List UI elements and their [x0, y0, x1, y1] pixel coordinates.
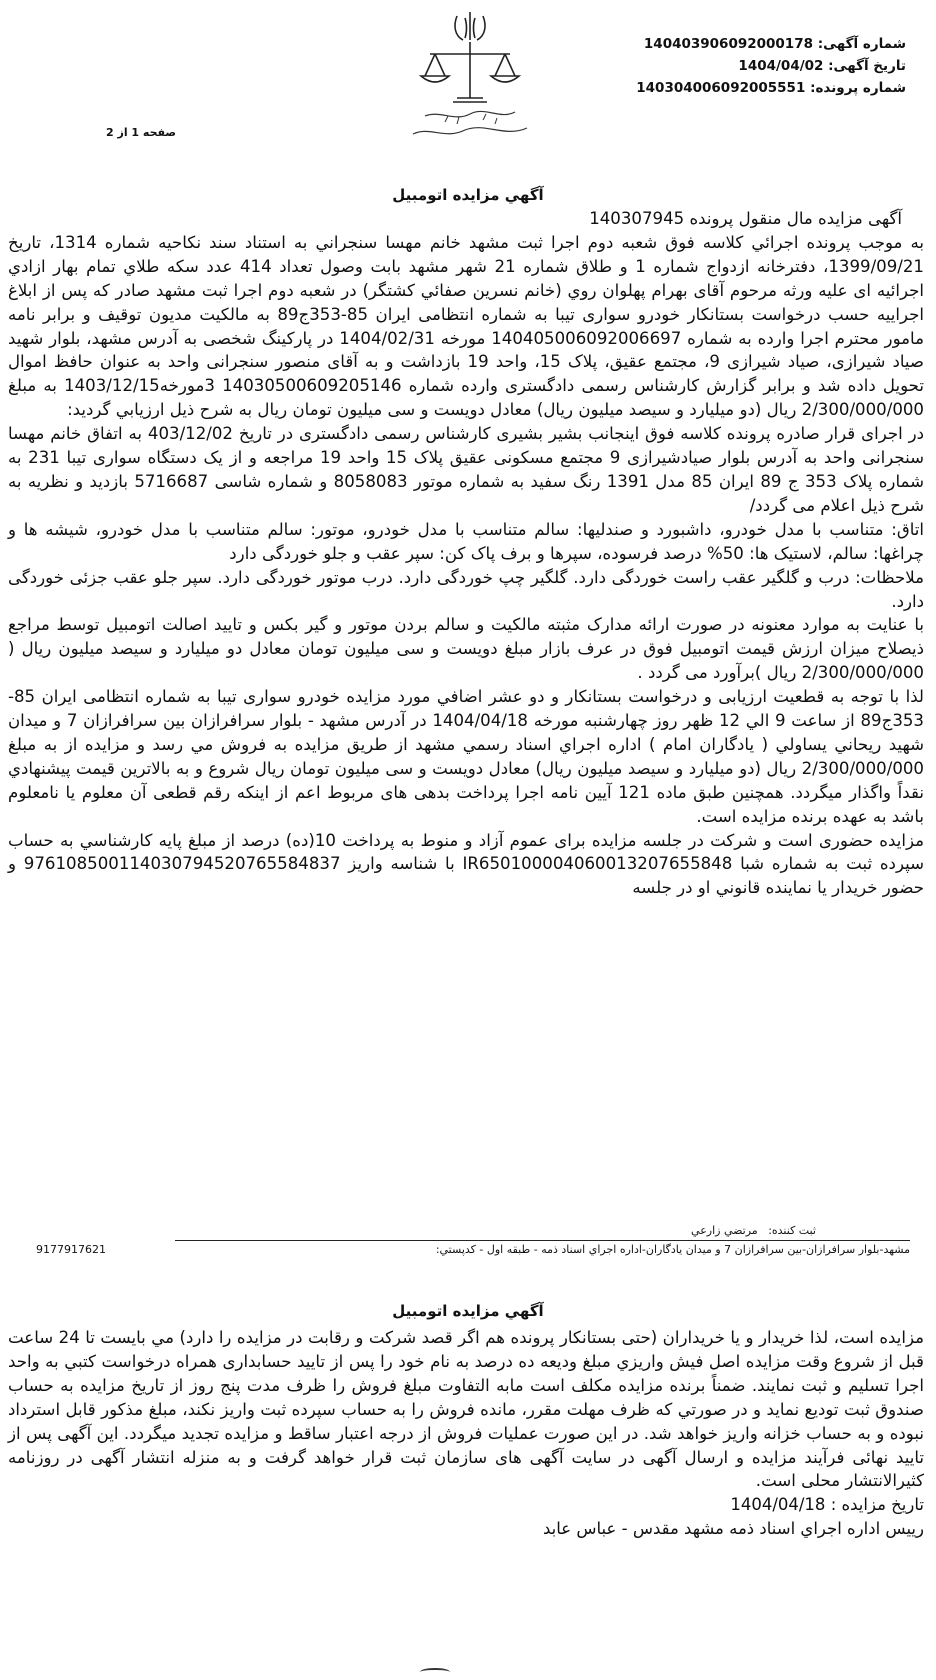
section1-paragraph-2: در اجرای قرار صادره پرونده کلاسه فوق اینجانب بشیر بشیری کارشناس رسمی دادگستری در تاریخ 403/12/02 به اتفاق خانم مهسا سنجرانی واحد به آدرس بلوار صیادشیرازی 9 مجتمع مسکونی عقیق پلاک 15 واحد 19 مراجعه و از یک دستگاه سواری تیبا 231 به شماره پلاک 353 ج 89 ایران 85 مدل 1391 رنگ سفید به شماره موتور 8058083 و شماره شاسی 5716687 بازدید و نظریه به شرح ذیل اعلام می گردد/ [8, 424, 925, 515]
auction-date-line [8, 1493, 924, 1517]
registrar-line [691, 1224, 816, 1237]
signature-line: رييس اداره اجراي اسناد ذمه مشهد مقدس - عباس عابد [543, 1519, 924, 1539]
section1-paragraph-5: با عنایت به موارد معنونه در صورت ارائه مدارک مثبته مالکیت و سالم بردن موتور و گیر بکس و تایید اصالت اتومبیل توسط مراجع ذیصلاح میزان ارزش قیمت اتومبیل فوق در عرف بازار مبلغ دویست و سی میلیون تومان معادل دو میلیارد و سیصد میلیون ریال ( 2/300/000/000 ریال )برآورد می گردد . [8, 615, 924, 683]
section1-paragraph-3: اتاق: متناسب با مدل خودرو، داشبورد و صندلیها: سالم متناسب با مدل خودرو، موتور: سالم متناسب با مدل خودرو، شیشه ها و چراغها: سالم، لاستیک ها: 50% درصد فرسوده، سپرها و برف پاک کن: سپر عقب و جلو خوردگی دارد [8, 519, 924, 563]
notice-number: 140403906092000178 [643, 36, 813, 52]
page-bottom-mark [420, 1668, 450, 1676]
footer-phone: 9177917621 [36, 1243, 106, 1256]
section2-paragraph: مزايده است، لذا خريدار و يا خريداران (حتی بستانكار پرونده هم اگر قصد شركت و رقابت در مزايده را دارد) مي بايست تا 24 ساعت قبل از شروع وقت مزايده اصل فيش واريزي مبلغ وديعه ده درصد به نام خود را پس از تاييد حسابداری همراه درخواست كتبي به واحد اجرا تسليم و ثبت نمايند. ضمناً برنده مزايده مكلف است مابه التفاوت مبلغ فروش را ظرف مدت پنج روز از تاريخ مزايده به حساب صندوق ثبت توديع نمايد و در صورتي كه ظرف مهلت مقرر، مانده فروش را به حساب سپرده ثبت واريز نكند، مبلغ مذكور قابل استرداد نبوده و به حساب خزانه واريز خواهد شد. در اين صورت عمليات فروش از درجه اعتبار ساقط و مزايده تجديد ميگردد. اين آگهی پس از تاييد نهائی فرآيند مزايده و ارسال آگهی در سايت آگهی های سازمان ثبت قرار خواهد گرفت و به منزله انتشار آگهی در روزنامه كثيرالانتشار محلی است. [8, 1328, 924, 1491]
section1-title: آگهي مزايده اتومبيل [392, 186, 544, 204]
registrar-label: ثبت کننده: [768, 1224, 816, 1237]
footer-address-line [30, 1243, 910, 1256]
case-number: 140304006092005551 [636, 80, 806, 96]
page-indicator: صفحه 1 از 2 [106, 126, 177, 139]
case-number-line [636, 80, 906, 96]
footer-divider [175, 1240, 910, 1241]
section2-title: آگهي مزايده اتومبيل [392, 1302, 544, 1320]
section1-paragraph-1: به موجب پرونده اجرائي كلاسه فوق شعبه دوم اجرا ثبت مشهد خانم مهسا سنجراني به استناد سند نكاحيه شماره 1314، تاريخ 1399/09/21، دفترخانه ازدواج شماره 1 و طلاق شماره 21 شهر مشهد بابت وصول تعداد 414 عدد سكه طلاي تمام بهار ازادي اجرائيه ای عليه ورثه مرحوم آقای بهرام پهلوان روي (خانم نسرين صفائي كشتگر) در شعبه دوم اجرا ثبت مشهد صادر كه پس از ابلاغ اجراييه حسب درخواست بستانكار خودرو سواری تیبا به شماره انتظامی ایران 85-353ج89 به مالکیت مدیون توقیف و برابر نامه مامور محترم اجرا وارده به شماره 140405006092006697 مورخه 1404/02/31 در پارکینگ شخصی به آدرس مشهد، بلوار شهید صیاد شیرازی، صیاد شیرازی 9، مجتمع عقیق، پلاک 15، واحد 19 بازداشت و به آقای منصور سنجرانی واحد به عنوان حافظ اموال تحویل داده شد و برابر گزارش كارشناس رسمی دادگستری وارده شماره 14030500609205146 3مورخه1403/12/15 به مبلغ 2/300/000/000 ريال (دو ميليارد و سيصد ميليون ريال) معادل دويست و سی ميليون تومان ريال به شرح ذيل ارزيابي گرديد: [8, 232, 925, 420]
notice-date-line [738, 58, 906, 74]
section1-paragraph-7: مزايده حضوری است و شركت در جلسه مزايده برای عموم آزاد و منوط به پرداخت 10(ده) درصد از مبلغ پايه كارشناسي به حساب سپرده ثبت به شماره شبا IR650100004060013207655848 با شناسه واريز 976108500114030794520765584837 و حضور خريدار يا نماينده قانوني او در جلسه [8, 830, 925, 898]
notice-date-label: تاریخ آگهی: [828, 58, 906, 74]
notice-number-label: شماره آگهی: [817, 36, 906, 52]
registrar-name: مرتضي زارعي [691, 1224, 758, 1237]
auction-date-label: تاريخ مزايده : [830, 1495, 924, 1515]
case-number-label: شماره پرونده: [810, 80, 906, 96]
section1-body [8, 207, 924, 900]
auction-date: 1404/04/18 [730, 1495, 826, 1515]
notice-number-line [644, 36, 906, 52]
footer-address: مشهد-بلوار سرافرازان-بين سرافرازان 7 و ميدان يادگاران-اداره اجراي اسناد ذمه - طبقه اول - كدپستي: [435, 1243, 910, 1256]
judiciary-emblem-logo [395, 6, 545, 146]
section1-paragraph-6: لذا با توجه به قطعيت ارزيابی و درخواست بستانكار و دو عشر اضافي مورد مزايده خودرو سواری تیبا به شماره انتظامی ایران 85-353ج89 از ساعت 9 الي 12 ظهر روز چهارشنبه مورخه 1404/04/18 در آدرس مشهد - بلوار سرافرازان بين سرافرازان 7 و ميدان شهيد ريحاني يساولي ( يادگاران امام ) اداره اجراي اسناد رسمي مشهد از طريق مزايده به فروش مي رسد و مزايده از به مبلغ 2/300/000/000 ريال (دو ميليارد و سيصد ميليون ريال) معادل دويست و سی ميليون تومان ريال شروع و به بالاترين قيمت پيشنهادي نقداً واگذار ميگردد. همچنين طبق ماده 121 آيين نامه اجرا پرداخت بدهی های مربوط اعم از اينكه رقم قطعی آن معلوم يا نامعلوم باشد به عهده برنده مزايده است. [8, 687, 925, 826]
notice-date: 1404/04/02 [738, 58, 824, 74]
section1-paragraph-4: ملاحظات: درب و گلگیر عقب راست خوردگی دارد. گلگیر چپ خوردگی دارد. درب موتور خوردگی دارد. سپر جلو عقب جزئی خوردگی دارد. [8, 567, 924, 611]
section2-body [8, 1326, 924, 1541]
section1-lead: آگهی مزایده مال منقول پرونده 140307945 [589, 209, 902, 228]
